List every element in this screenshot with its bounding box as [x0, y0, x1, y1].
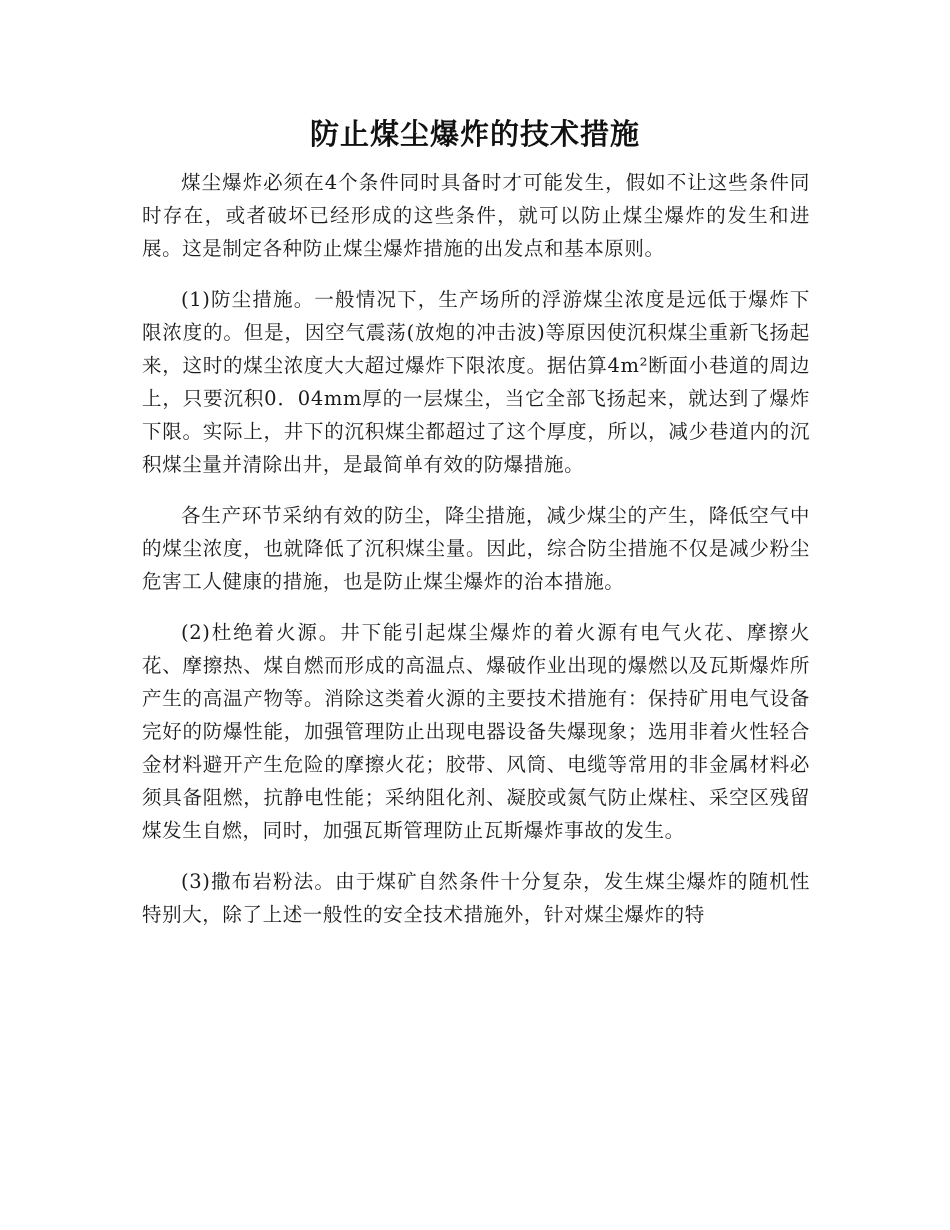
paragraph-ignition-sources: (2)杜绝着火源。井下能引起煤尘爆炸的着火源有电气火花、摩擦火花、摩擦热、煤自燃而形成的高温点、爆破作业出现的爆燃以及瓦斯爆炸所产生的高温产物等。消除这类着火源的主要技术措施有：保持矿用电气设备完好的防爆性能，加强管理防止出现电器设备失爆现象；选用非着火性轻合金材料避开产生危险的摩擦火花；胶带、风筒、电缆等常用的非金属材料必须具备阻燃，抗静电性能；采纳阻化剂、凝胶或氮气防止煤柱、采空区残留煤发生自燃，同时，加强瓦斯管理防止瓦斯爆炸事故的发生。	[142, 621, 810, 842]
paragraph-rock-dust: (3)撒布岩粉法。由于煤矿自然条件十分复杂，发生煤尘爆炸的随机性特别大，除了上述一般性的安全技术措施外，针对煤尘爆炸的特	[142, 870, 810, 926]
paragraph-dust-reduction: 各生产环节采纳有效的防尘，降尘措施，减少煤尘的产生，降低空气中的煤尘浓度，也就降低了沉积煤尘量。因此，综合防尘措施不仅是减少粉尘危害工人健康的措施，也是防止煤尘爆炸的治本措施。	[142, 504, 810, 593]
document-title: 防止煤尘爆炸的技术措施	[309, 117, 640, 151]
document-body	[142, 166, 810, 949]
paragraph-intro: 煤尘爆炸必须在4个条件同时具备时才可能发生，假如不让这些条件同时存在，或者破坏已经形成的这些条件，就可以防止煤尘爆炸的发生和进展。这是制定各种防止煤尘爆炸措施的出发点和基本原则。	[142, 171, 810, 260]
paragraph-dust-prevention: (1)防尘措施。一般情况下，生产场所的浮游煤尘浓度是远低于爆炸下限浓度的。但是，因空气震荡(放炮的冲击波)等原因使沉积煤尘重新飞扬起来，这时的煤尘浓度大大超过爆炸下限浓度。据估算4m²断面小巷道的周边上，只要沉积0．04mm厚的一层煤尘，当它全部飞扬起来，就达到了爆炸下限。实际上，井下的沉积煤尘都超过了这个厚度，所以，减少巷道内的沉积煤尘量并清除出井，是最简单有效的防爆措施。	[142, 288, 810, 476]
